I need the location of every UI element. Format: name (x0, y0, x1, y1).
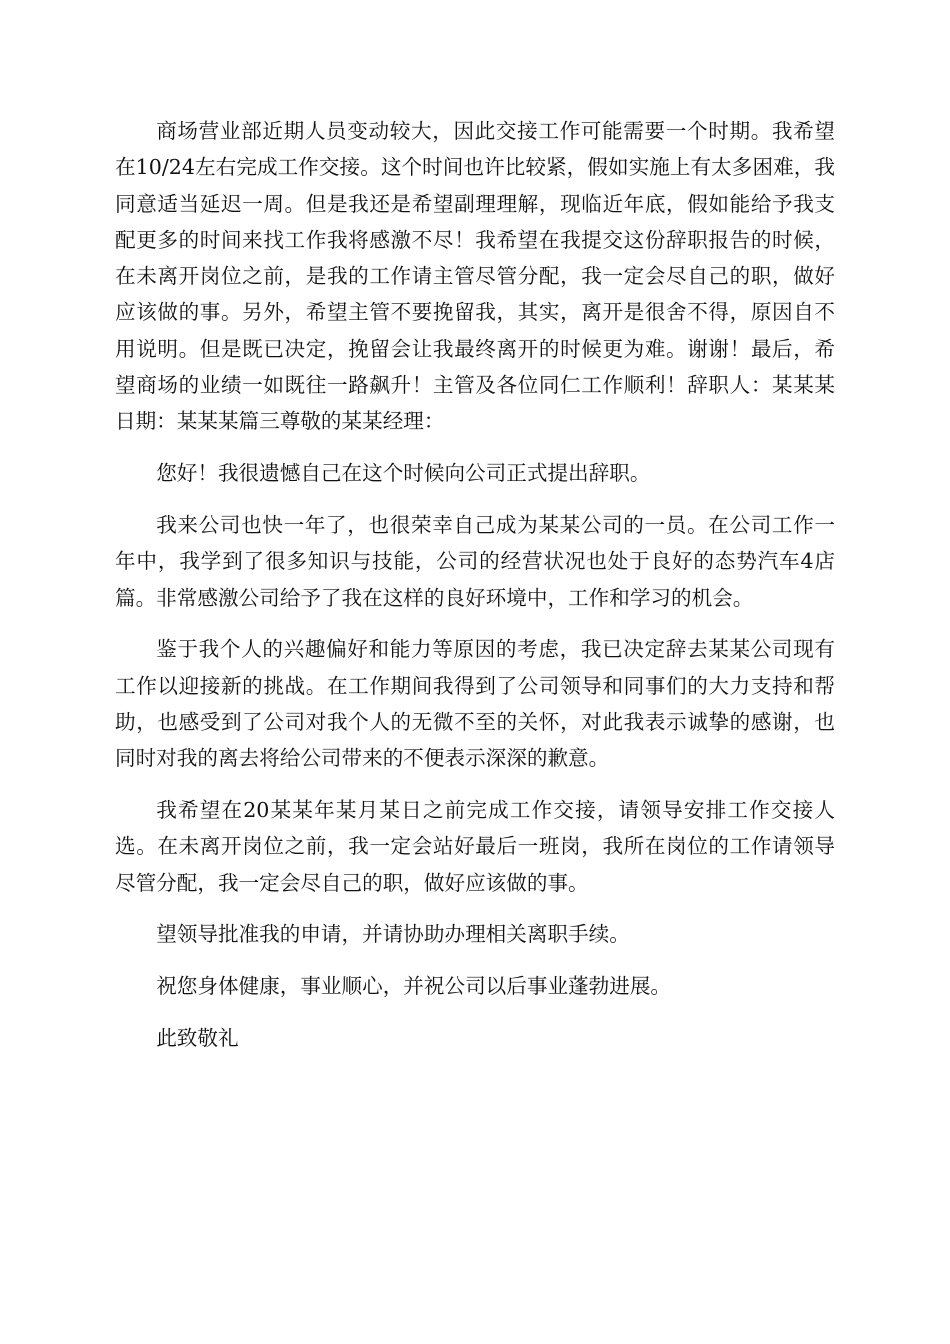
letter-body (115, 113, 835, 1056)
paragraph-transition: 我希望在20某某年某月某日之前完成工作交接，请领导安排工作交接人选。在未离开岗位之前，我一定会站好最后一班岗，我所在岗位的工作请领导尽管分配，我一定会尽自己的职，做好应该做的事。 (115, 798, 835, 895)
paragraph-reason: 鉴于我个人的兴趣偏好和能力等原因的考虑，我已决定辞去某某公司现有工作以迎接新的挑战。在工作期间我得到了公司领导和同事们的大力支持和帮助，也感受到了公司对我个人的无微不至的关怀，对此我表示诚挚的感谢，也同时对我的离去将给公司带来的不便表示深深的歉意。 (115, 637, 835, 771)
paragraph-closing: 此致敬礼 (156, 1026, 239, 1051)
paragraph-wishes: 祝您身体健康，事业顺心，并祝公司以后事业蓬勃进展。 (156, 974, 672, 999)
paragraph-experience: 我来公司也快一年了，也很荣幸自己成为某某公司的一员。在公司工作一年中，我学到了很多知识与技能，公司的经营状况也处于良好的态势汽车4店篇。非常感激公司给予了我在这样的良好环境中，工作和学习的机会。 (115, 512, 835, 610)
paragraph-handover: 商场营业部近期人员变动较大，因此交接工作可能需要一个时期。我希望在10/24左右完成工作交接。这个时间也许比较紧，假如实施上有太多困难，我同意适当延迟一周。但是我还是希望副理理解，现临近年底，假如能给予我支配更多的时间来找工作我将感激不尽！我希望在我提交这份辞职报告的时候，在未离开岗位之前，是我的工作请主管尽管分配，我一定会尽自己的职，做好应该做的事。另外，希望主管不要挽留我，其实，离开是很舍不得，原因自不用说明。但是既已决定，挽留会让我最终离开的时候更为难。谢谢！最后，希望商场的业绩一如既往一路飙升！主管及各位同仁工作顺利！辞职人：某某某日期：某某某篇三尊敬的某某经理： (115, 119, 835, 434)
paragraph-request: 望领导批准我的申请，并请协助办理相关离职手续。 (156, 922, 630, 947)
paragraph-greeting: 您好！我很遗憾自己在这个时候向公司正式提出辞职。 (156, 461, 651, 486)
